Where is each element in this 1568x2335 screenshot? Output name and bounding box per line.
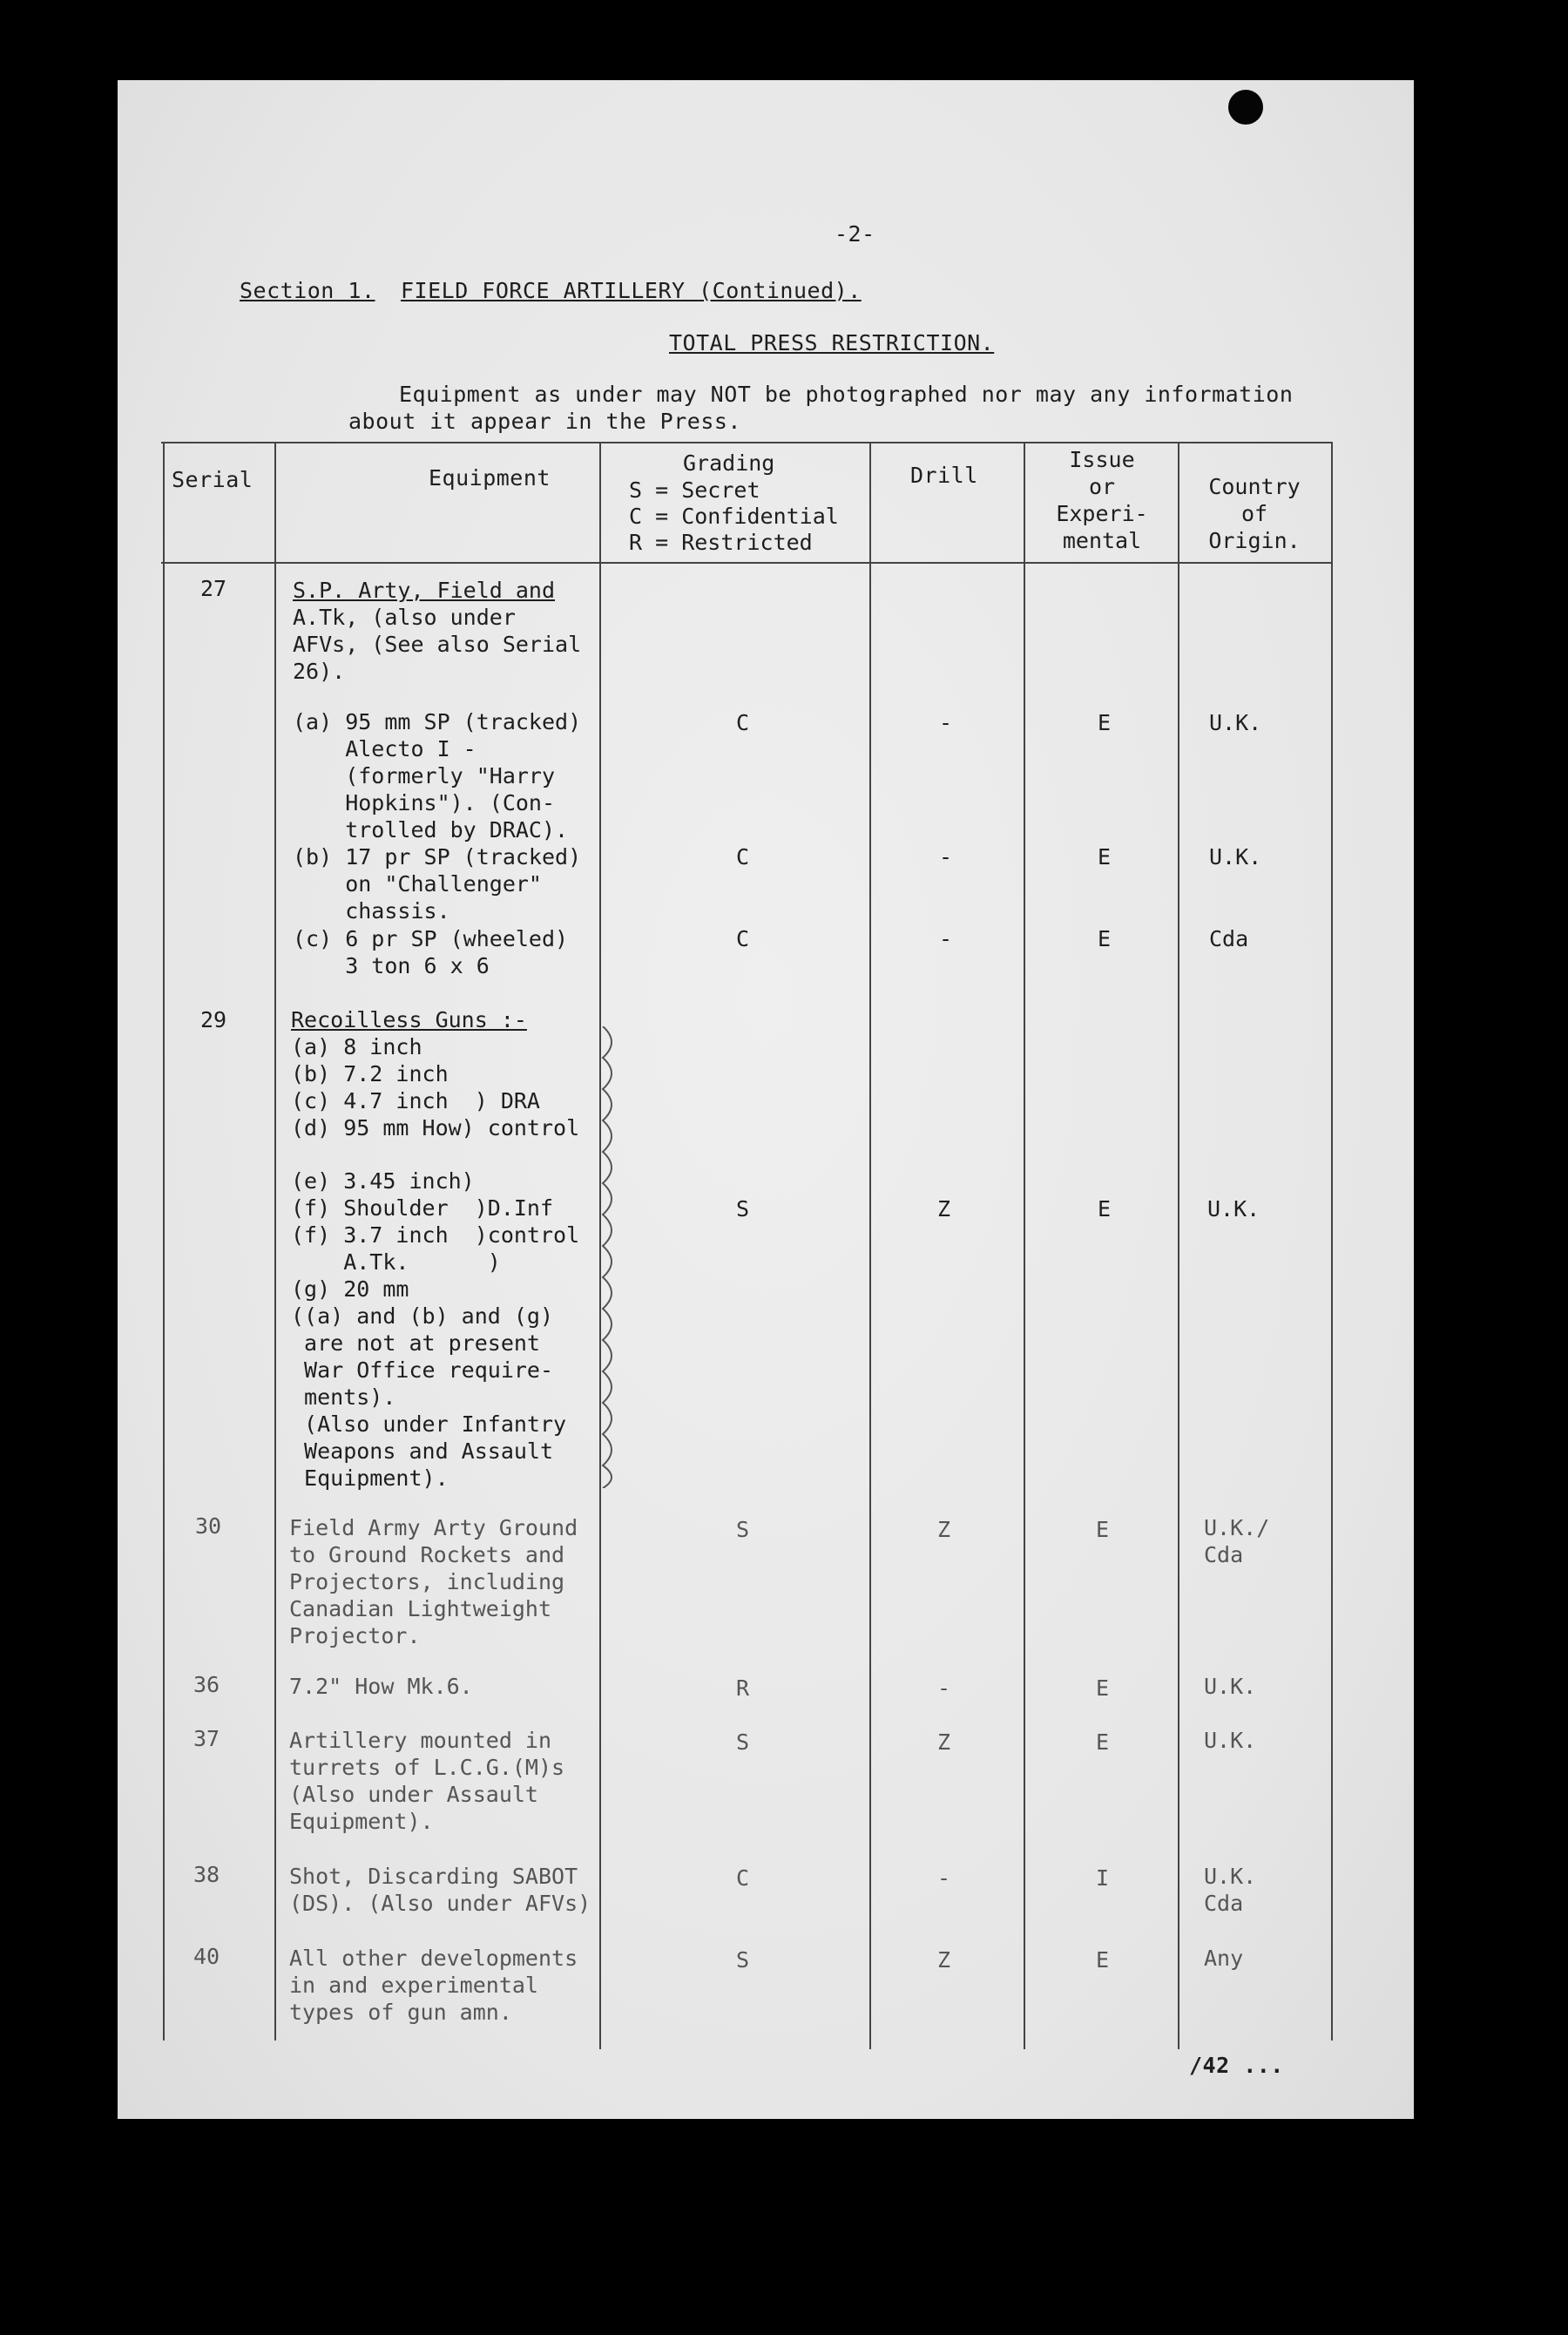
row-27b-country: U.K. [1209, 844, 1262, 870]
row-27-equipment-line: A.Tk, (also under [293, 605, 516, 630]
row-36-country: U.K. [1204, 1674, 1257, 1699]
row-27b-equipment-line: chassis. [293, 898, 450, 924]
row-27a-drill: - [939, 710, 953, 735]
row-29-equipment-line: ((a) and (b) and (g) [291, 1303, 554, 1329]
restriction-heading: TOTAL PRESS RESTRICTION. [669, 330, 995, 355]
row-29-equipment-line: (f) 3.7 inch )control [291, 1222, 580, 1248]
table-header-rule [161, 562, 1333, 564]
row-37-drill: Z [937, 1729, 951, 1755]
row-38-drill: - [937, 1865, 951, 1891]
row-38-issue: I [1096, 1865, 1110, 1891]
row-36-equipment-line: 7.2" How Mk.6. [289, 1674, 473, 1699]
table-left-border [163, 442, 165, 2041]
row-38-country-line: Cda [1204, 1891, 1244, 1916]
column-divider-issue [1178, 442, 1179, 2049]
row-38-country-line: U.K. [1204, 1864, 1257, 1889]
row-30-drill: Z [937, 1517, 951, 1542]
header-serial: Serial [172, 467, 253, 492]
row-29-equipment-line: A.Tk. ) [291, 1249, 501, 1275]
row-27-serial: 27 [200, 576, 227, 601]
row-29-equipment-line: (c) 4.7 inch ) DRA [291, 1088, 540, 1113]
row-29-country: U.K. [1207, 1196, 1260, 1222]
intro-line-2: about it appear in the Press. [348, 409, 741, 434]
row-37-equipment-line: turrets of L.C.G.(M)s [289, 1755, 565, 1780]
row-27-equipment-line: AFVs, (See also Serial [293, 632, 582, 657]
row-27c-country: Cda [1209, 926, 1249, 951]
row-30-country-line: Cda [1204, 1542, 1244, 1567]
row-27a-equipment-line: Alecto I - [293, 736, 476, 761]
continuation-marker: /42 ... [1189, 2053, 1284, 2078]
row-29-equipment-line: (d) 95 mm How) control [291, 1115, 580, 1140]
header-country-1: Country [1208, 474, 1301, 499]
header-grading-secret: S = Secret [629, 477, 760, 503]
row-38-grading: C [736, 1865, 750, 1891]
row-27-equipment-line: S.P. Arty, Field and [293, 578, 556, 603]
row-40-equipment-line: types of gun amn. [289, 2000, 512, 2025]
row-40-equipment-line: All other developments [289, 1946, 578, 1971]
row-37-serial: 37 [193, 1726, 220, 1751]
header-equipment: Equipment [429, 465, 551, 491]
row-29-equipment-line: (g) 20 mm [291, 1276, 409, 1302]
column-divider-grading [869, 442, 871, 2049]
column-divider-drill [1024, 442, 1025, 2049]
row-27c-grading: C [736, 926, 750, 951]
row-29-drill: Z [937, 1196, 951, 1222]
row-36-grading: R [736, 1675, 750, 1701]
row-27b-equipment-line: on "Challenger" [293, 871, 542, 897]
row-27c-issue: E [1098, 926, 1112, 951]
row-36-issue: E [1096, 1675, 1110, 1701]
row-36-serial: 36 [193, 1672, 220, 1697]
row-30-issue: E [1096, 1517, 1110, 1542]
header-country-2: of [1240, 501, 1268, 526]
row-30-grading: S [736, 1517, 750, 1542]
row-38-serial: 38 [193, 1862, 220, 1887]
row-27a-equipment-line: (formerly "Harry [293, 763, 556, 788]
row-40-country: Any [1204, 1946, 1244, 1971]
row-27a-equipment-line: (a) 95 mm SP (tracked) [293, 709, 582, 734]
row-29-equipment-line: (b) 7.2 inch [291, 1061, 449, 1086]
intro-line-1: Equipment as under may NOT be photographed nor may any information [399, 382, 1294, 407]
row-30-equipment-line: Projector. [289, 1623, 421, 1648]
section-label: Section 1. [240, 278, 375, 303]
row-40-issue: E [1096, 1947, 1110, 1973]
row-27a-grading: C [736, 710, 750, 735]
row-37-country: U.K. [1204, 1728, 1257, 1753]
column-divider-serial [274, 442, 276, 2041]
row-27b-drill: - [939, 844, 953, 870]
header-grading-title: Grading [683, 450, 775, 476]
row-29-equipment-line: Recoilless Guns :- [291, 1007, 527, 1032]
row-29-equipment-line: Weapons and Assault [291, 1438, 554, 1464]
table-right-border [1331, 442, 1333, 2041]
row-27c-equipment-line: 3 ton 6 x 6 [293, 953, 490, 978]
row-29-equipment-line: Equipment). [291, 1465, 449, 1491]
row-27b-issue: E [1098, 844, 1112, 870]
row-40-grading: S [736, 1947, 750, 1973]
header-issue-1: Issue [1069, 447, 1135, 472]
row-37-issue: E [1096, 1729, 1110, 1755]
row-30-equipment-line: Projectors, including [289, 1569, 565, 1594]
row-29-grading: S [736, 1196, 750, 1222]
row-29-equipment-line: War Office require- [291, 1357, 554, 1383]
row-36-drill: - [937, 1675, 951, 1701]
row-27b-grading: C [736, 844, 750, 870]
row-40-equipment-line: in and experimental [289, 1973, 538, 1998]
header-grading-confidential: C = Confidential [629, 504, 839, 529]
table-top-rule [161, 442, 1333, 443]
bracket-decoration [599, 1026, 624, 1488]
row-29-equipment-line: (Also under Infantry [291, 1411, 567, 1437]
row-37-equipment-line: Equipment). [289, 1809, 434, 1834]
section-title: FIELD FORCE ARTILLERY (Continued). [401, 278, 862, 303]
header-country-3: Origin. [1208, 528, 1301, 553]
row-27c-equipment-line: (c) 6 pr SP (wheeled) [293, 926, 569, 951]
header-issue-3: Experi- [1056, 501, 1148, 526]
row-37-grading: S [736, 1729, 750, 1755]
row-27-equipment-line: 26). [293, 659, 346, 684]
row-27b-equipment-line: (b) 17 pr SP (tracked) [293, 844, 582, 870]
row-29-serial: 29 [200, 1007, 227, 1032]
row-30-equipment-line: Field Army Arty Ground [289, 1515, 578, 1540]
row-27a-equipment-line: Hopkins"). (Con- [293, 790, 556, 816]
row-37-equipment-line: Artillery mounted in [289, 1728, 552, 1753]
header-drill: Drill [910, 463, 978, 488]
page-number: -2- [835, 221, 875, 247]
row-27a-country: U.K. [1209, 710, 1262, 735]
row-30-equipment-line: to Ground Rockets and [289, 1542, 565, 1567]
row-30-country-line: U.K./ [1204, 1515, 1270, 1540]
row-27c-drill: - [939, 926, 953, 951]
row-38-equipment-line: Shot, Discarding SABOT [289, 1864, 578, 1889]
header-issue-2: or [1088, 474, 1116, 499]
row-37-equipment-line: (Also under Assault [289, 1782, 538, 1807]
row-27a-issue: E [1098, 710, 1112, 735]
row-40-serial: 40 [193, 1944, 220, 1969]
row-40-drill: Z [937, 1947, 951, 1973]
header-issue-4: mental [1062, 528, 1142, 553]
row-29-issue: E [1098, 1196, 1112, 1222]
row-27a-equipment-line: trolled by DRAC). [293, 817, 569, 843]
row-29-equipment-line: (f) Shoulder )D.Inf [291, 1195, 554, 1221]
punch-hole [1228, 90, 1263, 125]
header-grading-restricted: R = Restricted [629, 530, 813, 555]
row-29-equipment-line: ments). [291, 1384, 396, 1410]
row-29-equipment-line: are not at present [291, 1330, 540, 1356]
row-30-serial: 30 [195, 1513, 222, 1539]
row-30-equipment-line: Canadian Lightweight [289, 1596, 552, 1621]
row-38-equipment-line: (DS). (Also under AFVs) [289, 1891, 591, 1916]
row-29-equipment-line: (a) 8 inch [291, 1034, 422, 1059]
row-29-equipment-line: (e) 3.45 inch) [291, 1168, 475, 1194]
